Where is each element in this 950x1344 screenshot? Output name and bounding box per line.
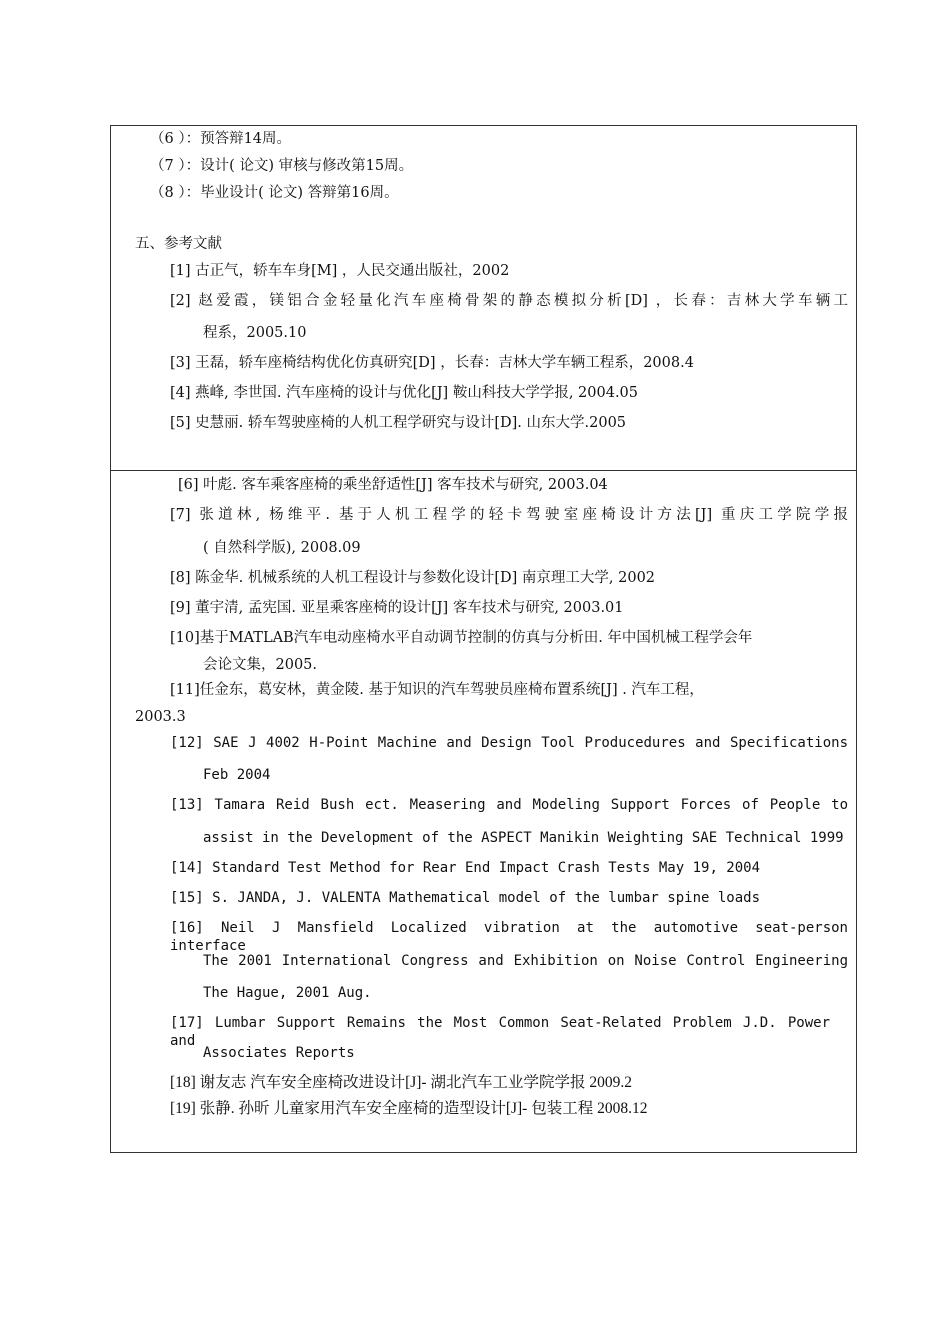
reference-item: [14] Standard Test Method for Rear End Impact Crash Tests May 19, 2004 <box>170 860 761 876</box>
reference-item-continuation: Feb 2004 <box>203 767 271 783</box>
reference-item-continuation: 程系，2005.10 <box>203 325 307 341</box>
reference-item: [8] 陈金华. 机械系统的人机工程设计与参数化设计[D] 南京理工大学, 2002 <box>170 570 656 586</box>
reference-item: [19] 张静. 孙昕 儿童家用汽车安全座椅的造型设计[J]- 包装工程 2008.12 <box>170 1100 648 1117</box>
reference-item: [18] 谢友志 汽车安全座椅改进设计[J]- 湖北汽车工业学院学报 2009.2 <box>170 1074 632 1091</box>
reference-item-continuation: assist in the Development of the ASPECT Manikin Weighting SAE Technical 1999 <box>203 830 844 846</box>
reference-item-continuation: 2003.3 <box>135 709 186 725</box>
reference-item: [7] 张道林, 杨维平. 基于人机工程学的轻卡驾驶室座椅设计方法[J] 重庆工学院学报 <box>170 507 848 523</box>
reference-item: [17] Lumbar Support Remains the Most Common Seat-Related Problem J.D. Power and <box>170 1015 830 1049</box>
schedule-item: （6 ）：预答辩14周。 <box>150 131 292 147</box>
reference-item-continuation: ( 自然科学版), 2008.09 <box>203 540 361 556</box>
reference-item: [15] S. JANDA, J. VALENTA Mathematical model of the lumbar spine loads <box>170 890 761 906</box>
reference-item: [1] 古正气，轿车车身[M] ，人民交通出版社，2002 <box>170 263 510 279</box>
reference-item: [6] 叶彪. 客车乘客座椅的乘坐舒适性[J] 客车技术与研究, 2003.04 <box>178 477 608 493</box>
reference-item: [2] 赵爱霞，镁铝合金轻量化汽车座椅骨架的静态模拟分析[D] ，长春：吉林大学车辆工 <box>170 293 848 309</box>
reference-item-continuation: The 2001 International Congress and Exhibition on Noise Control Engineering <box>203 953 848 969</box>
reference-item: [11]任金东，葛安林，黄金陵. 基于知识的汽车驾驶员座椅布置系统[J] . 汽车工程， <box>170 682 704 698</box>
reference-item: [12] SAE J 4002 H-Point Machine and Design Tool Producedures and Specifications <box>170 735 848 751</box>
reference-item: [4] 燕峰, 李世国. 汽车座椅的设计与优化[J] 鞍山科技大学学报, 2004.05 <box>170 385 638 401</box>
reference-item: [10]基于MATLAB汽车电动座椅水平自动调节控制的仿真与分析田. 年中国机械工程学会年 <box>170 630 753 646</box>
reference-item: [9] 董宇清, 孟宪国. 亚星乘客座椅的设计[J] 客车技术与研究, 2003.01 <box>170 600 624 616</box>
reference-item: [5] 史慧丽. 轿车驾驶座椅的人机工程学研究与设计[D]. 山东大学.2005 <box>170 415 627 431</box>
reference-item-continuation: 会论文集，2005. <box>203 657 318 673</box>
section-title: 五、参考文献 <box>135 236 222 252</box>
reference-item: [16] Neil J Mansfield Localized vibration at the automotive seat-person interface <box>170 920 848 954</box>
reference-item-continuation: Associates Reports <box>203 1045 355 1061</box>
reference-item-continuation: The Hague, 2001 Aug. <box>203 985 372 1001</box>
schedule-item: （8 ）：毕业设计( 论文) 答辩第16周。 <box>150 185 399 201</box>
reference-item: [13] Tamara Reid Bush ect. Measering and Modeling Support Forces of People to <box>170 797 848 813</box>
reference-item: [3] 王磊，轿车座椅结构优化仿真研究[D] ，长春：吉林大学车辆工程系，2008.4 <box>170 355 694 371</box>
schedule-item: （7 ）：设计( 论文) 审核与修改第15周。 <box>150 158 414 174</box>
